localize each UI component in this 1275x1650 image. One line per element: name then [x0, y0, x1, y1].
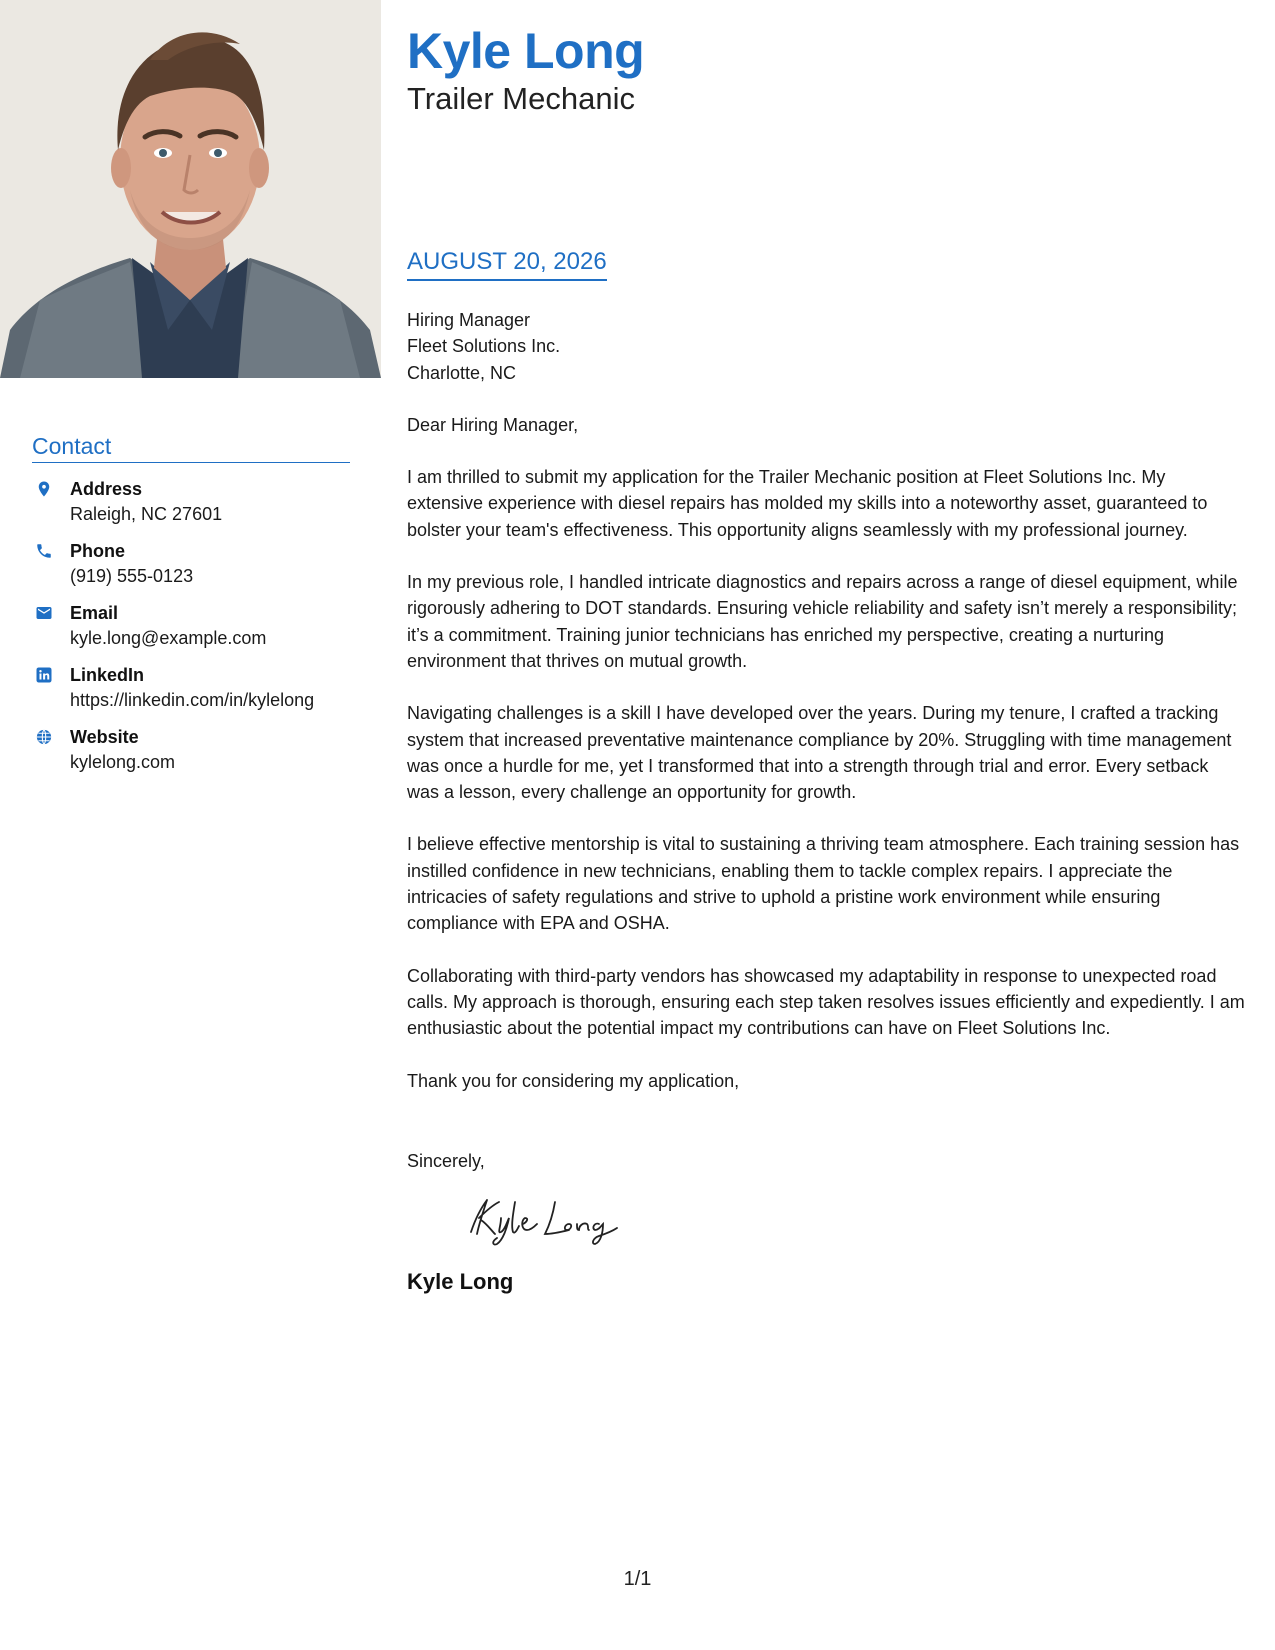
contact-value[interactable]: https://linkedin.com/in/kylelong: [70, 690, 315, 711]
letter-paragraph: Collaborating with third-party vendors has showcased my adaptability in response to unexpected road calls. My approach is thorough, ensuring each step taken resolves issues efficiently and expediently. I am enthusiastic about the potential impact my contributions can have on Fleet Solutions Inc.: [407, 965, 1245, 1039]
letter-paragraph: In my previous role, I handled intricate diagnostics and repairs across a range of diesel equipment, while rigorously adhering to DOT standards. Ensuring vehicle reliability and safety isn’t merely a responsibility; it’s a commitment. Training junior technicians has enriched my perspective, creating a nurturing environment that thrives on mutual growth.: [407, 572, 1238, 671]
portrait-photo: [0, 0, 381, 378]
contact-value: Raleigh, NC 27601: [70, 504, 223, 525]
contact-label: Address: [70, 479, 143, 500]
phone-icon: [35, 542, 53, 560]
contact-value[interactable]: kylelong.com: [70, 752, 176, 773]
contact-label: Email: [70, 603, 119, 624]
candidate-name: Kyle Long: [407, 23, 645, 79]
location-pin-icon: [35, 480, 53, 498]
contact-heading: Contact: [32, 434, 350, 463]
job-title: Trailer Mechanic: [407, 81, 635, 116]
contact-value[interactable]: kyle.long@example.com: [70, 628, 267, 649]
contact-phone: [32, 539, 350, 589]
letter-body: [407, 307, 1245, 1296]
signature: [457, 1188, 637, 1248]
contact-section: [32, 434, 350, 787]
letter-paragraph: I believe effective mentorship is vital to sustaining a thriving team atmosphere. Each training session has instilled confidence in new technicians, enabling them to tackle complex repairs. I appreciate the intricacies of safety regulations and strive to uphold a pristine work environment while ensuring compliance with EPA and OSHA.: [407, 834, 1240, 934]
contact-address: [32, 477, 350, 527]
recipient-line: Charlotte, NC: [407, 362, 517, 383]
closing-line: Thank you for considering my application,: [407, 1070, 740, 1091]
contact-label: Website: [70, 727, 139, 748]
recipient-line: Hiring Manager: [407, 310, 531, 330]
letter-date: AUGUST 20, 2026: [407, 249, 607, 281]
letter-paragraph: Navigating challenges is a skill I have developed over the years. During my tenure, I crafted a tracking system that increased preventative maintenance compliance by 20%. Struggling with time management was once a hurdle for me, yet I transformed that into a strength through trial and error. Every setback was a lesson, every challenge an opportunity for growth.: [407, 703, 1232, 803]
letter-paragraph: I am thrilled to submit my application for the Trailer Mechanic position at Fleet Solutions Inc. My extensive experience with diesel repairs has molded my skills into a noteworthy asset, guaranteed to bolster your team's effectiveness. This opportunity aligns seamlessly with my professional journey.: [407, 467, 1208, 540]
greeting: Dear Hiring Manager,: [407, 414, 579, 435]
profile-photo: [0, 0, 381, 378]
signer-name: Kyle Long: [407, 1269, 514, 1295]
sign-off: Sincerely,: [407, 1150, 485, 1171]
recipient-line: Fleet Solutions Inc.: [407, 336, 561, 357]
email-icon: [35, 604, 53, 622]
recipient-block: [407, 307, 1245, 386]
contact-label: Phone: [70, 541, 126, 562]
contact-value: (919) 555-0123: [70, 566, 194, 587]
page-number: 1/1: [623, 1568, 652, 1590]
contact-email: [32, 601, 350, 651]
linkedin-icon: [35, 666, 53, 684]
contact-website: [32, 725, 350, 775]
globe-icon: [35, 728, 53, 746]
contact-label: LinkedIn: [70, 665, 145, 686]
contact-linkedin: [32, 663, 350, 713]
